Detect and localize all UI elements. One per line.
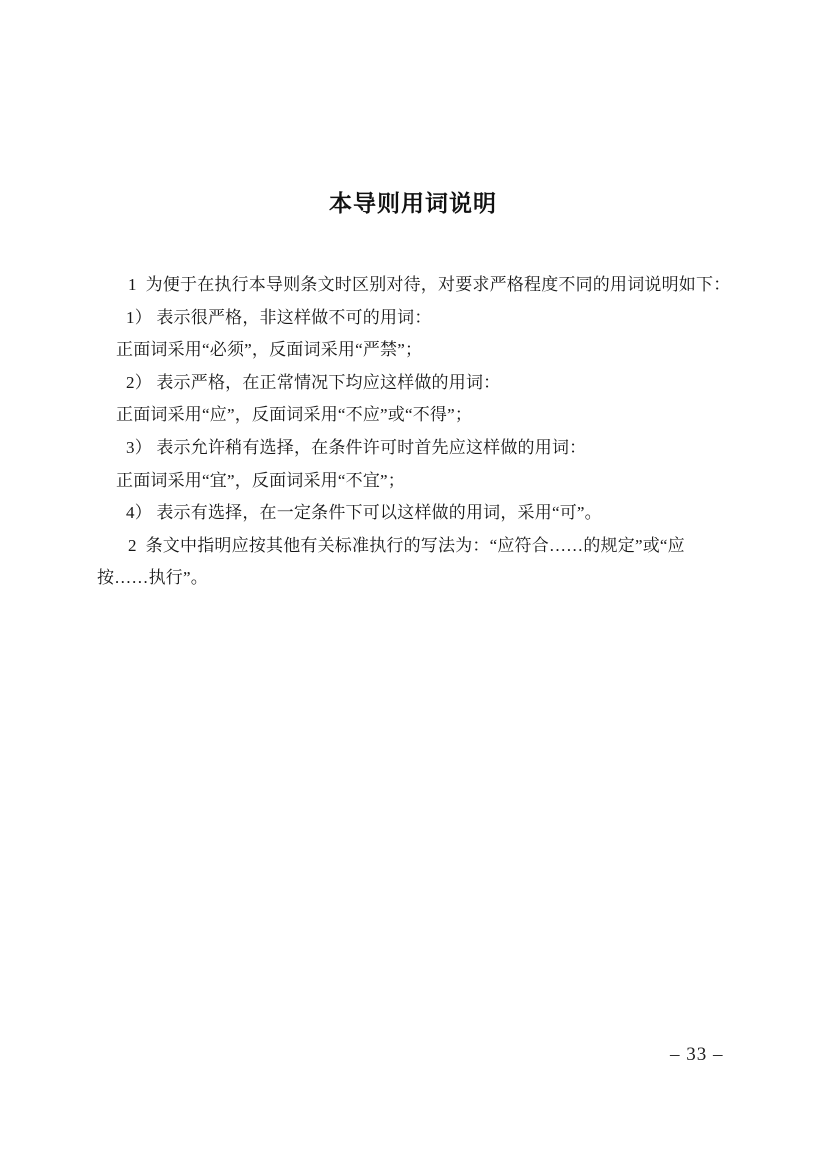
paragraph-1-intro: 1 为便于在执行本导则条文时区别对待，对要求严格程度不同的用词说明如下： — [128, 275, 731, 294]
item-3-terms: 正面词采用“宜”，反面词采用“不宜”； — [116, 470, 405, 490]
page-number: – 33 – — [670, 1044, 724, 1065]
paragraph-2-continuation: 按……执行”。 — [97, 568, 208, 588]
item-1-definition: 1） 表示很严格，非这样做不可的用词： — [126, 307, 432, 327]
item-3-definition: 3） 表示允许稍有选择，在条件许可时首先应这样做的用词： — [126, 437, 587, 457]
paragraph-2-first-line: 2 条文中指明应按其他有关标准执行的写法为：“应符合……的规定”或“应 — [128, 535, 685, 555]
document-body — [97, 269, 733, 595]
page-title: 本导则用词说明 — [329, 190, 497, 216]
item-1-terms: 正面词采用“必须”，反面词采用“严禁”； — [116, 340, 423, 360]
item-4-definition: 4） 表示有选择，在一定条件下可以这样做的用词，采用“可”。 — [126, 503, 602, 523]
item-2-definition: 2） 表示严格，在正常情况下均应这样做的用词： — [126, 372, 501, 392]
item-2-terms: 正面词采用“应”，反面词采用“不应”或“不得”； — [116, 405, 473, 425]
